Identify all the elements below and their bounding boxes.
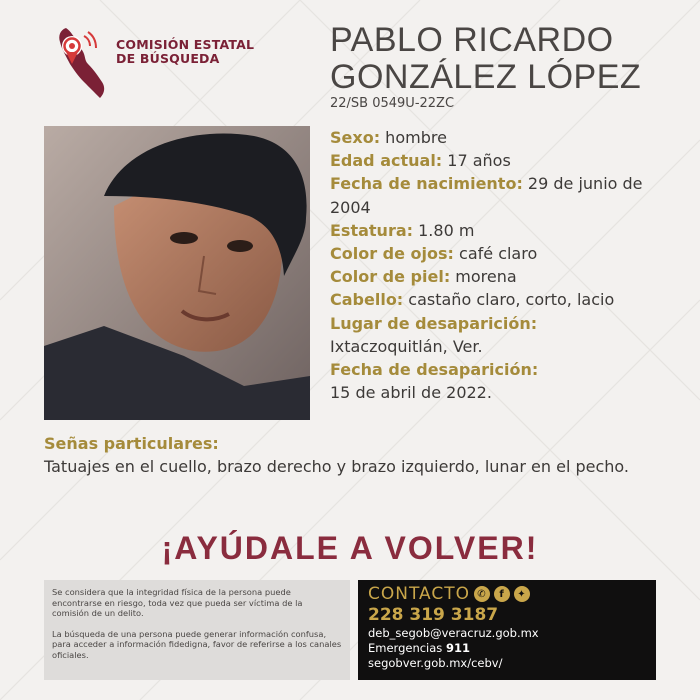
- name-line-2: GONZÁLEZ LÓPEZ: [330, 58, 642, 96]
- contact-box: [358, 580, 656, 680]
- value-edad: 17 años: [442, 151, 511, 171]
- label-cabello: Cabello:: [330, 290, 404, 310]
- detail-estatura: [330, 219, 680, 242]
- value-ojos: café claro: [453, 244, 538, 264]
- label-estatura: Estatura:: [330, 220, 414, 240]
- logo-line-1: COMISIÓN ESTATAL: [116, 37, 255, 52]
- detail-edad: [330, 149, 680, 172]
- value-fecha: 15 de abril de 2022.: [330, 383, 492, 403]
- disclaimer-p1: Se considera que la integridad física de la persona puede encontrarse en riesgo, toda vez que pueda ser víctima de la comisión de un delito.: [52, 587, 303, 618]
- person-name: [330, 22, 680, 96]
- senas-text: Tatuajes en el cuello, brazo derecho y brazo izquierdo, lunar en el pecho.: [44, 457, 630, 476]
- value-sexo: hombre: [380, 128, 447, 147]
- facebook-icon[interactable]: f: [494, 586, 510, 602]
- case-id: 22/SB 0549U-22ZC: [330, 96, 455, 111]
- label-ojos: Color de ojos:: [330, 244, 454, 264]
- person-photo: [44, 126, 310, 420]
- value-lugar: Ixtaczoquitlán, Ver.: [330, 336, 483, 356]
- detail-nacimiento: [330, 172, 680, 218]
- value-nacimiento: 29 de junio de 2004: [330, 174, 643, 217]
- contact-header: [368, 584, 646, 604]
- disclaimer-box: [44, 580, 350, 680]
- detail-sexo: [330, 126, 680, 149]
- detail-fecha: [330, 358, 680, 404]
- label-fecha: Fecha de desaparición:: [330, 360, 539, 380]
- value-piel: morena: [450, 267, 517, 287]
- detail-piel: [330, 265, 680, 288]
- whatsapp-icon[interactable]: ✆: [474, 586, 490, 602]
- disclaimer-p2: La búsqueda de una persona puede generar información confusa, para acceder a información fidedigna, favor de referirse a los canales oficiales.: [52, 628, 342, 660]
- senas-title: Señas particulares:: [44, 434, 219, 453]
- detail-lugar: [330, 312, 680, 358]
- detail-cabello: [330, 288, 680, 311]
- detail-ojos: [330, 242, 680, 265]
- label-sexo: Sexo:: [330, 128, 381, 147]
- label-edad: Edad actual:: [330, 151, 443, 171]
- emergency-label: Emergencias: [368, 641, 443, 655]
- contact-email[interactable]: deb_segob@veracruz.gob.mx: [368, 626, 539, 640]
- label-piel: Color de piel:: [330, 267, 451, 287]
- name-line-1: PABLO RICARDO: [330, 21, 614, 59]
- label-lugar: Lugar de desaparición:: [330, 313, 538, 333]
- value-cabello: castaño claro, corto, lacio: [403, 290, 615, 310]
- logo-text: [116, 38, 254, 66]
- contact-website[interactable]: segobver.gob.mx/cebv/: [368, 656, 503, 670]
- headline: ¡AYÚDALE A VOLVER!: [161, 530, 539, 566]
- contact-title: CONTACTO: [368, 584, 470, 604]
- details-list: [330, 126, 680, 404]
- twitter-icon[interactable]: ✦: [514, 586, 530, 602]
- emergency-number[interactable]: 911: [445, 641, 470, 655]
- contact-phone[interactable]: 228 319 3187: [368, 605, 499, 625]
- contact-emergency: [368, 641, 646, 656]
- value-estatura: 1.80 m: [413, 220, 475, 240]
- label-nacimiento: Fecha de nacimiento:: [330, 174, 523, 194]
- logo-line-2: DE BÚSQUEDA: [116, 51, 220, 66]
- veracruz-map-pin-logo-icon: [48, 26, 108, 100]
